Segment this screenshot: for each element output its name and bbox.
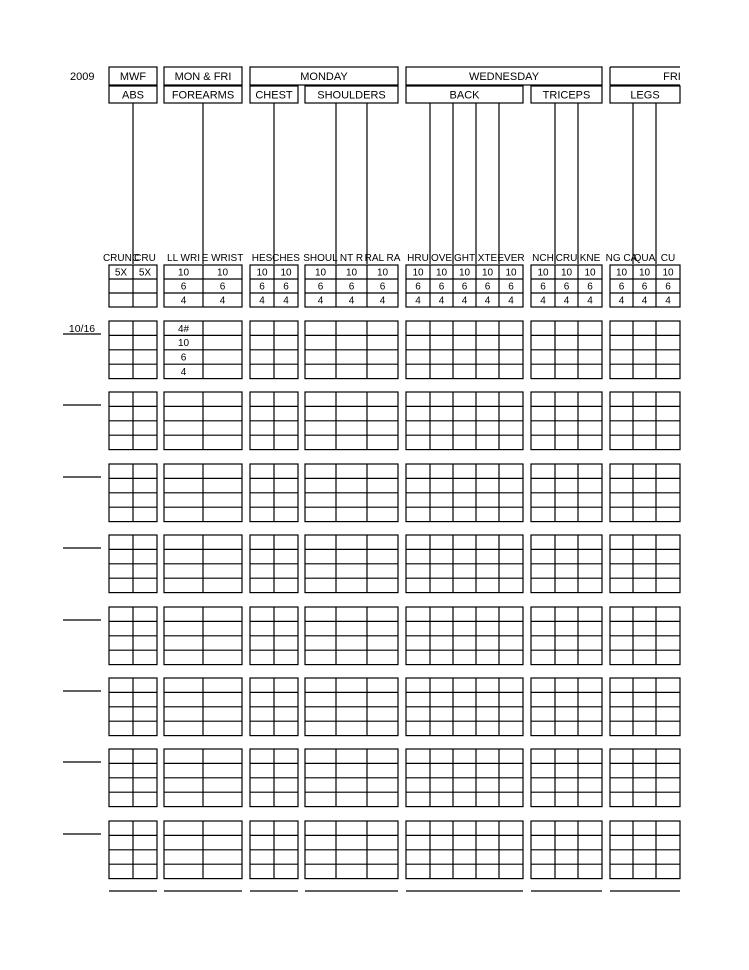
- plan-cell: 10: [638, 267, 651, 279]
- session-entry: 10: [177, 338, 190, 350]
- session-entry: 6: [180, 352, 187, 364]
- exercise-name: HRU: [407, 253, 429, 264]
- exercise-name: E WRIST: [201, 253, 244, 264]
- plan-cell: 10: [314, 267, 327, 279]
- plan-cell: 10: [615, 267, 628, 279]
- plan-cell: 10: [256, 267, 268, 279]
- plan-cell: 4: [665, 295, 671, 307]
- plan-cell: 10: [412, 267, 424, 279]
- plan-cell: 6: [283, 281, 289, 293]
- day-header-wednesday: WEDNESDAY: [468, 71, 540, 83]
- plan-cell: 10: [662, 267, 674, 279]
- plan-cell: 4: [484, 295, 491, 307]
- plan-cell: 10: [345, 267, 358, 279]
- plan-cell: 6: [415, 281, 421, 293]
- muscle-group-back: BACK: [449, 89, 480, 102]
- exercise-name: GHT: [453, 253, 476, 264]
- day-header-monfri: MON & FRI: [174, 71, 232, 83]
- plan-cell: 6: [438, 281, 445, 293]
- exercise-name: NCH: [532, 253, 554, 264]
- muscle-group-triceps: TRICEPS: [542, 89, 591, 102]
- plan-cell: 6: [219, 281, 226, 293]
- plan-cell: 10: [560, 267, 573, 279]
- day-header-mwf: MWF: [119, 71, 147, 83]
- plan-cell: 6: [641, 281, 648, 293]
- exercise-name: RAL RA: [364, 253, 401, 264]
- plan-cell: 4: [461, 295, 468, 307]
- plan-cell: 6: [508, 281, 514, 293]
- exercise-name: NG CA: [605, 253, 638, 264]
- session-date: 10/16: [68, 323, 96, 335]
- plan-cell: 6: [484, 281, 491, 293]
- exercise-name: CU: [660, 253, 676, 264]
- plan-cell: 4: [219, 295, 226, 307]
- plan-cell: 4: [259, 295, 265, 307]
- plan-cell: 4: [618, 295, 625, 307]
- muscle-group-shoulders: SHOULDERS: [317, 89, 386, 102]
- plan-cell: 6: [618, 281, 625, 293]
- muscle-group-legs: LEGS: [630, 89, 660, 102]
- plan-cell: 10: [177, 267, 190, 279]
- plan-cell: 4: [641, 295, 648, 307]
- plan-cell: 10: [216, 267, 229, 279]
- plan-cell: 6: [665, 281, 671, 293]
- plan-cell: 4: [180, 295, 187, 307]
- exercise-name: QUA: [633, 253, 656, 264]
- exercise-name: CHES: [272, 253, 300, 264]
- exercise-name: HES: [251, 253, 273, 264]
- plan-cell: 6: [180, 281, 187, 293]
- session-entry: 4: [180, 367, 187, 378]
- exercise-name: CRU: [555, 253, 578, 264]
- plan-cell: 10: [376, 267, 389, 279]
- plan-cell: 10: [505, 267, 517, 279]
- muscle-group-chest: CHEST: [255, 89, 293, 102]
- plan-cell: 5X: [138, 267, 152, 279]
- plan-cell: 4: [438, 295, 445, 307]
- plan-cell: 10: [537, 267, 549, 279]
- plan-cell: 6: [348, 281, 355, 293]
- exercise-name: OVE: [430, 253, 453, 264]
- sheet-text: [69, 71, 681, 378]
- plan-cell: 4: [348, 295, 355, 307]
- exercise-name: CRUNC: [102, 253, 140, 264]
- plan-cell: 6: [317, 281, 324, 293]
- plan-cell: 10: [280, 267, 292, 279]
- grid-lines: [63, 67, 680, 891]
- plan-cell: 10: [584, 267, 596, 279]
- plan-cell: 4: [379, 295, 386, 307]
- exercise-name: EVER: [497, 253, 525, 264]
- day-header-monday: MONDAY: [300, 71, 348, 83]
- year-label: 2009: [70, 71, 95, 83]
- plan-cell: 6: [563, 281, 570, 293]
- plan-cell: 4: [563, 295, 570, 307]
- plan-cell: 6: [379, 281, 386, 293]
- plan-cell: 10: [481, 267, 494, 279]
- muscle-group-abs: ABS: [121, 89, 145, 102]
- session-entry: 4#: [177, 323, 190, 335]
- plan-cell: 10: [435, 267, 448, 279]
- exercise-name: LL WRI: [167, 253, 200, 264]
- day-header-friday: FRI: [663, 71, 681, 83]
- exercise-name: SHOUL: [303, 253, 338, 264]
- exercise-name: NT R: [339, 253, 364, 264]
- plan-cell: 6: [540, 281, 546, 293]
- plan-cell: 6: [259, 281, 265, 293]
- exercise-name: KNE: [579, 253, 601, 264]
- plan-cell: 6: [461, 281, 468, 293]
- exercise-name: CRU: [134, 253, 156, 264]
- plan-cell: 4: [283, 295, 289, 307]
- plan-cell: 6: [587, 281, 593, 293]
- plan-cell: 4: [587, 295, 593, 307]
- muscle-group-forearms: FOREARMS: [171, 89, 235, 102]
- plan-cell: 4: [317, 295, 324, 307]
- plan-cell: 10: [458, 267, 471, 279]
- exercise-name: XTE: [477, 253, 498, 264]
- plan-cell: 4: [508, 295, 514, 307]
- plan-cell: 4: [415, 295, 421, 307]
- plan-cell: 4: [540, 295, 546, 307]
- plan-cell: 5X: [114, 267, 128, 279]
